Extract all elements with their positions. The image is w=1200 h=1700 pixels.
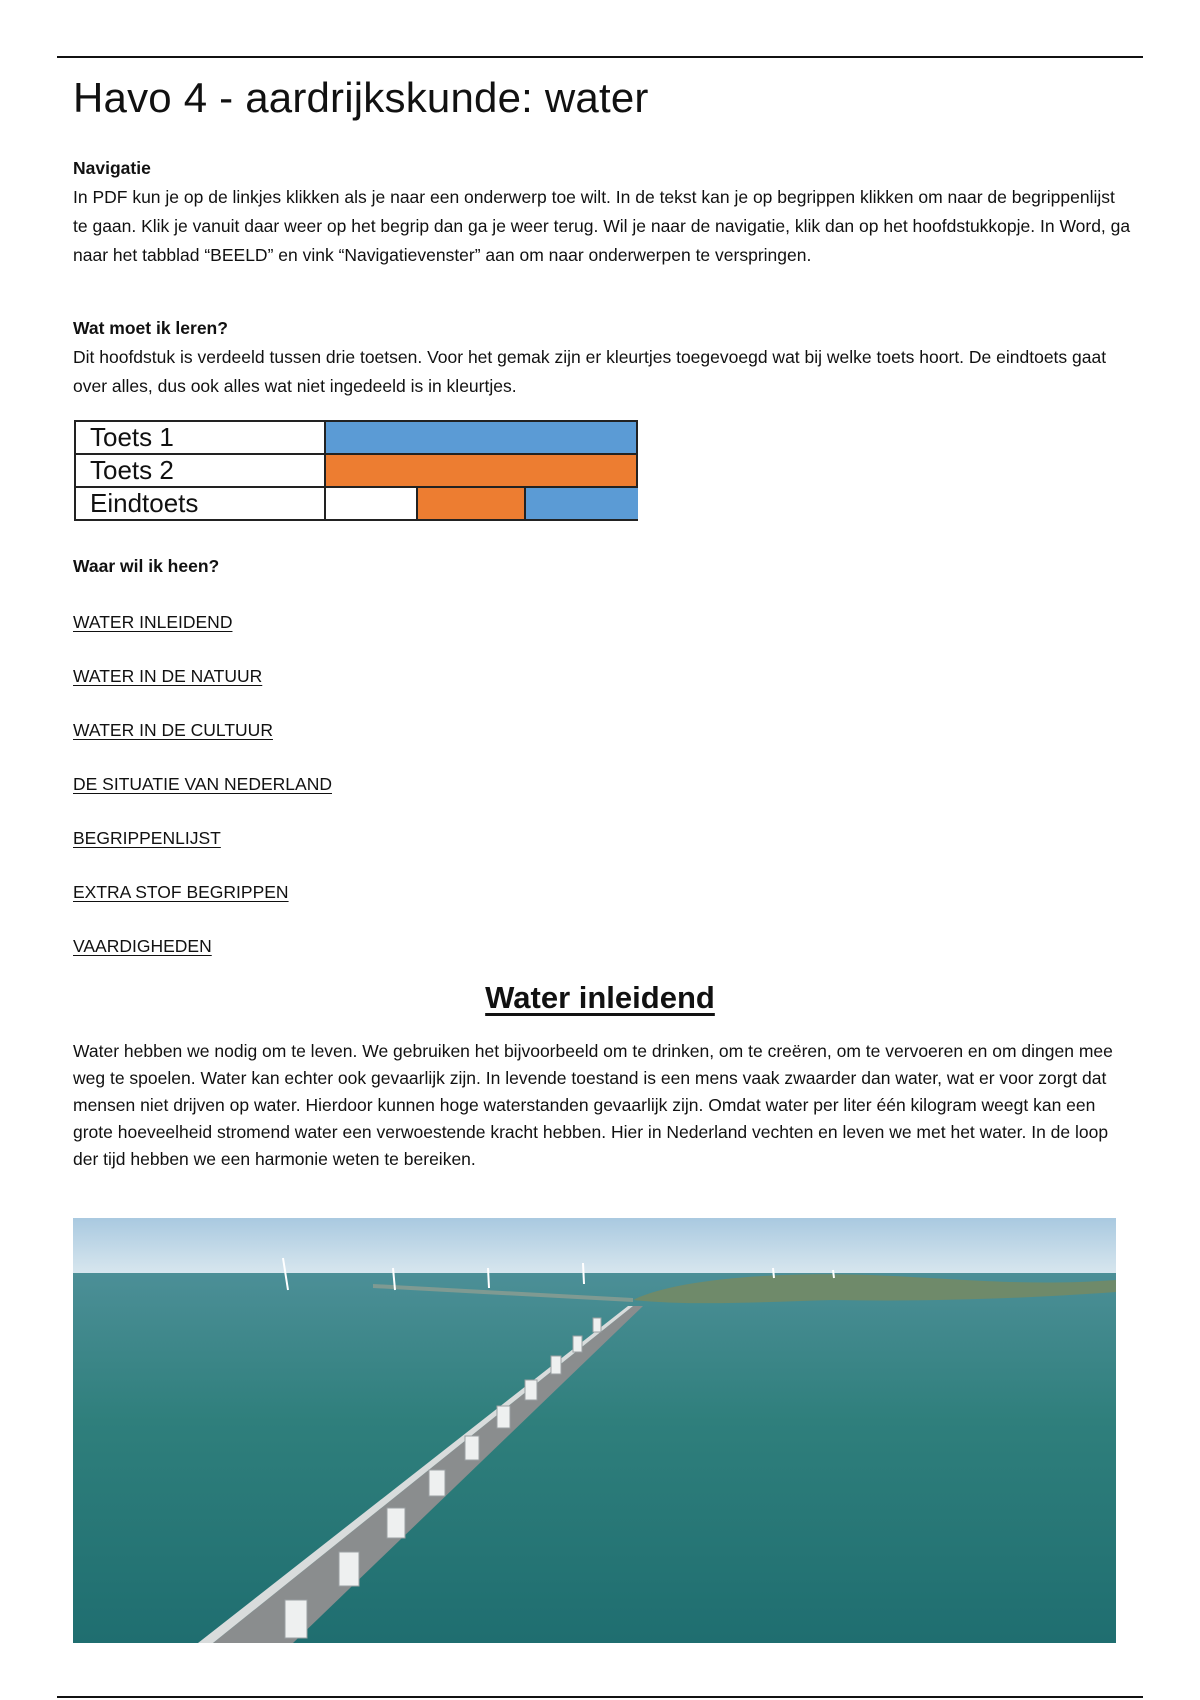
toets-color-segment	[326, 422, 636, 453]
toets-color-segment	[524, 488, 638, 519]
toets-color-bar	[325, 454, 637, 487]
toets-label: Toets 1	[75, 421, 325, 454]
sky	[73, 1218, 1116, 1273]
section-title-text[interactable]: Water inleidend	[485, 980, 715, 1015]
leren-heading: Wat moet ik leren?	[73, 318, 228, 338]
navigatie-section	[73, 154, 1133, 270]
list-item	[73, 826, 332, 880]
inleidend-text-block	[73, 1038, 1133, 1173]
leren-section	[73, 314, 1133, 401]
toets-color-bar	[325, 487, 637, 520]
toets-color-segment	[326, 488, 416, 519]
inleidend-text: Water hebben we nodig om te leven. We gebruiken het bijvoorbeeld om te drinken, om te creëren, om te vervoeren en om dingen mee weg te spoelen. Water kan echter ook gevaarlijk zijn. In levende toestand is een mens vaak zwaarder dan water, wat er voor zorgt dat mensen niet drijven op water. Hierdoor kunnen hoge waterstanden gevaarlijk zijn. Omdat water per liter één kilogram weegt kan een grote hoeveelheid stromend water een verwoestende kracht hebben. Hier in Nederland vechten en leven we met het water. In de loop der tijd hebben we een harmonie weten te bereiken.	[73, 1041, 1113, 1169]
toets-row	[75, 454, 637, 487]
link-water-inleidend[interactable]: WATER INLEIDEND	[73, 612, 233, 632]
toets-color-bar	[325, 421, 637, 454]
leren-text: Dit hoofdstuk is verdeeld tussen drie toetsen. Voor het gemak zijn er kleurtjes toegevoegd wat bij welke toets hoort. De eindtoets gaat over alles, dus ook alles wat niet ingedeeld is in kleurtjes.	[73, 347, 1107, 396]
list-item	[73, 610, 332, 664]
link-vaardigheden[interactable]: VAARDIGHEDEN	[73, 936, 212, 956]
page-title: Havo 4 - aardrijkskunde: water	[73, 74, 649, 121]
toets-label: Eindtoets	[75, 487, 325, 520]
list-item	[73, 880, 332, 934]
link-extra-stof-begrippen[interactable]: EXTRA STOF BEGRIPPEN	[73, 882, 289, 902]
storm-surge-barrier-photo	[73, 1218, 1116, 1643]
toetsen-legend-table	[74, 420, 638, 521]
link-begrippenlijst[interactable]: BEGRIPPENLIJST	[73, 828, 221, 848]
toets-label: Toets 2	[75, 454, 325, 487]
toets-color-segment	[416, 488, 527, 519]
toets-color-segment	[326, 455, 636, 486]
topic-link-list	[73, 610, 332, 988]
navigatie-heading: Navigatie	[73, 158, 151, 178]
link-situatie-nederland[interactable]: DE SITUATIE VAN NEDERLAND	[73, 774, 332, 794]
link-water-in-de-natuur[interactable]: WATER IN DE NATUUR	[73, 666, 263, 686]
top-rule	[57, 56, 1143, 58]
list-item	[73, 718, 332, 772]
toets-row	[75, 421, 637, 454]
bottom-rule	[57, 1696, 1143, 1698]
navigatie-text: In PDF kun je op de linkjes klikken als je naar een onderwerp toe wilt. In de tekst kan je op begrippen klikken om naar de begrippenlijst te gaan. Klik je vanuit daar weer op het begrip dan ga je weer terug. Wil je naar de navigatie, klik dan op het hoofdstukkopje. In Word, ga naar het tabblad “BEELD” en vink “Navigatievenster” aan om naar onderwerpen te verspringen.	[73, 187, 1131, 265]
list-item	[73, 772, 332, 826]
toets-row	[75, 487, 637, 520]
link-water-in-de-cultuur[interactable]: WATER IN DE CULTUUR	[73, 720, 273, 740]
list-item	[73, 664, 332, 718]
section-title	[0, 980, 1200, 1016]
waar-heading: Waar wil ik heen?	[73, 556, 220, 576]
